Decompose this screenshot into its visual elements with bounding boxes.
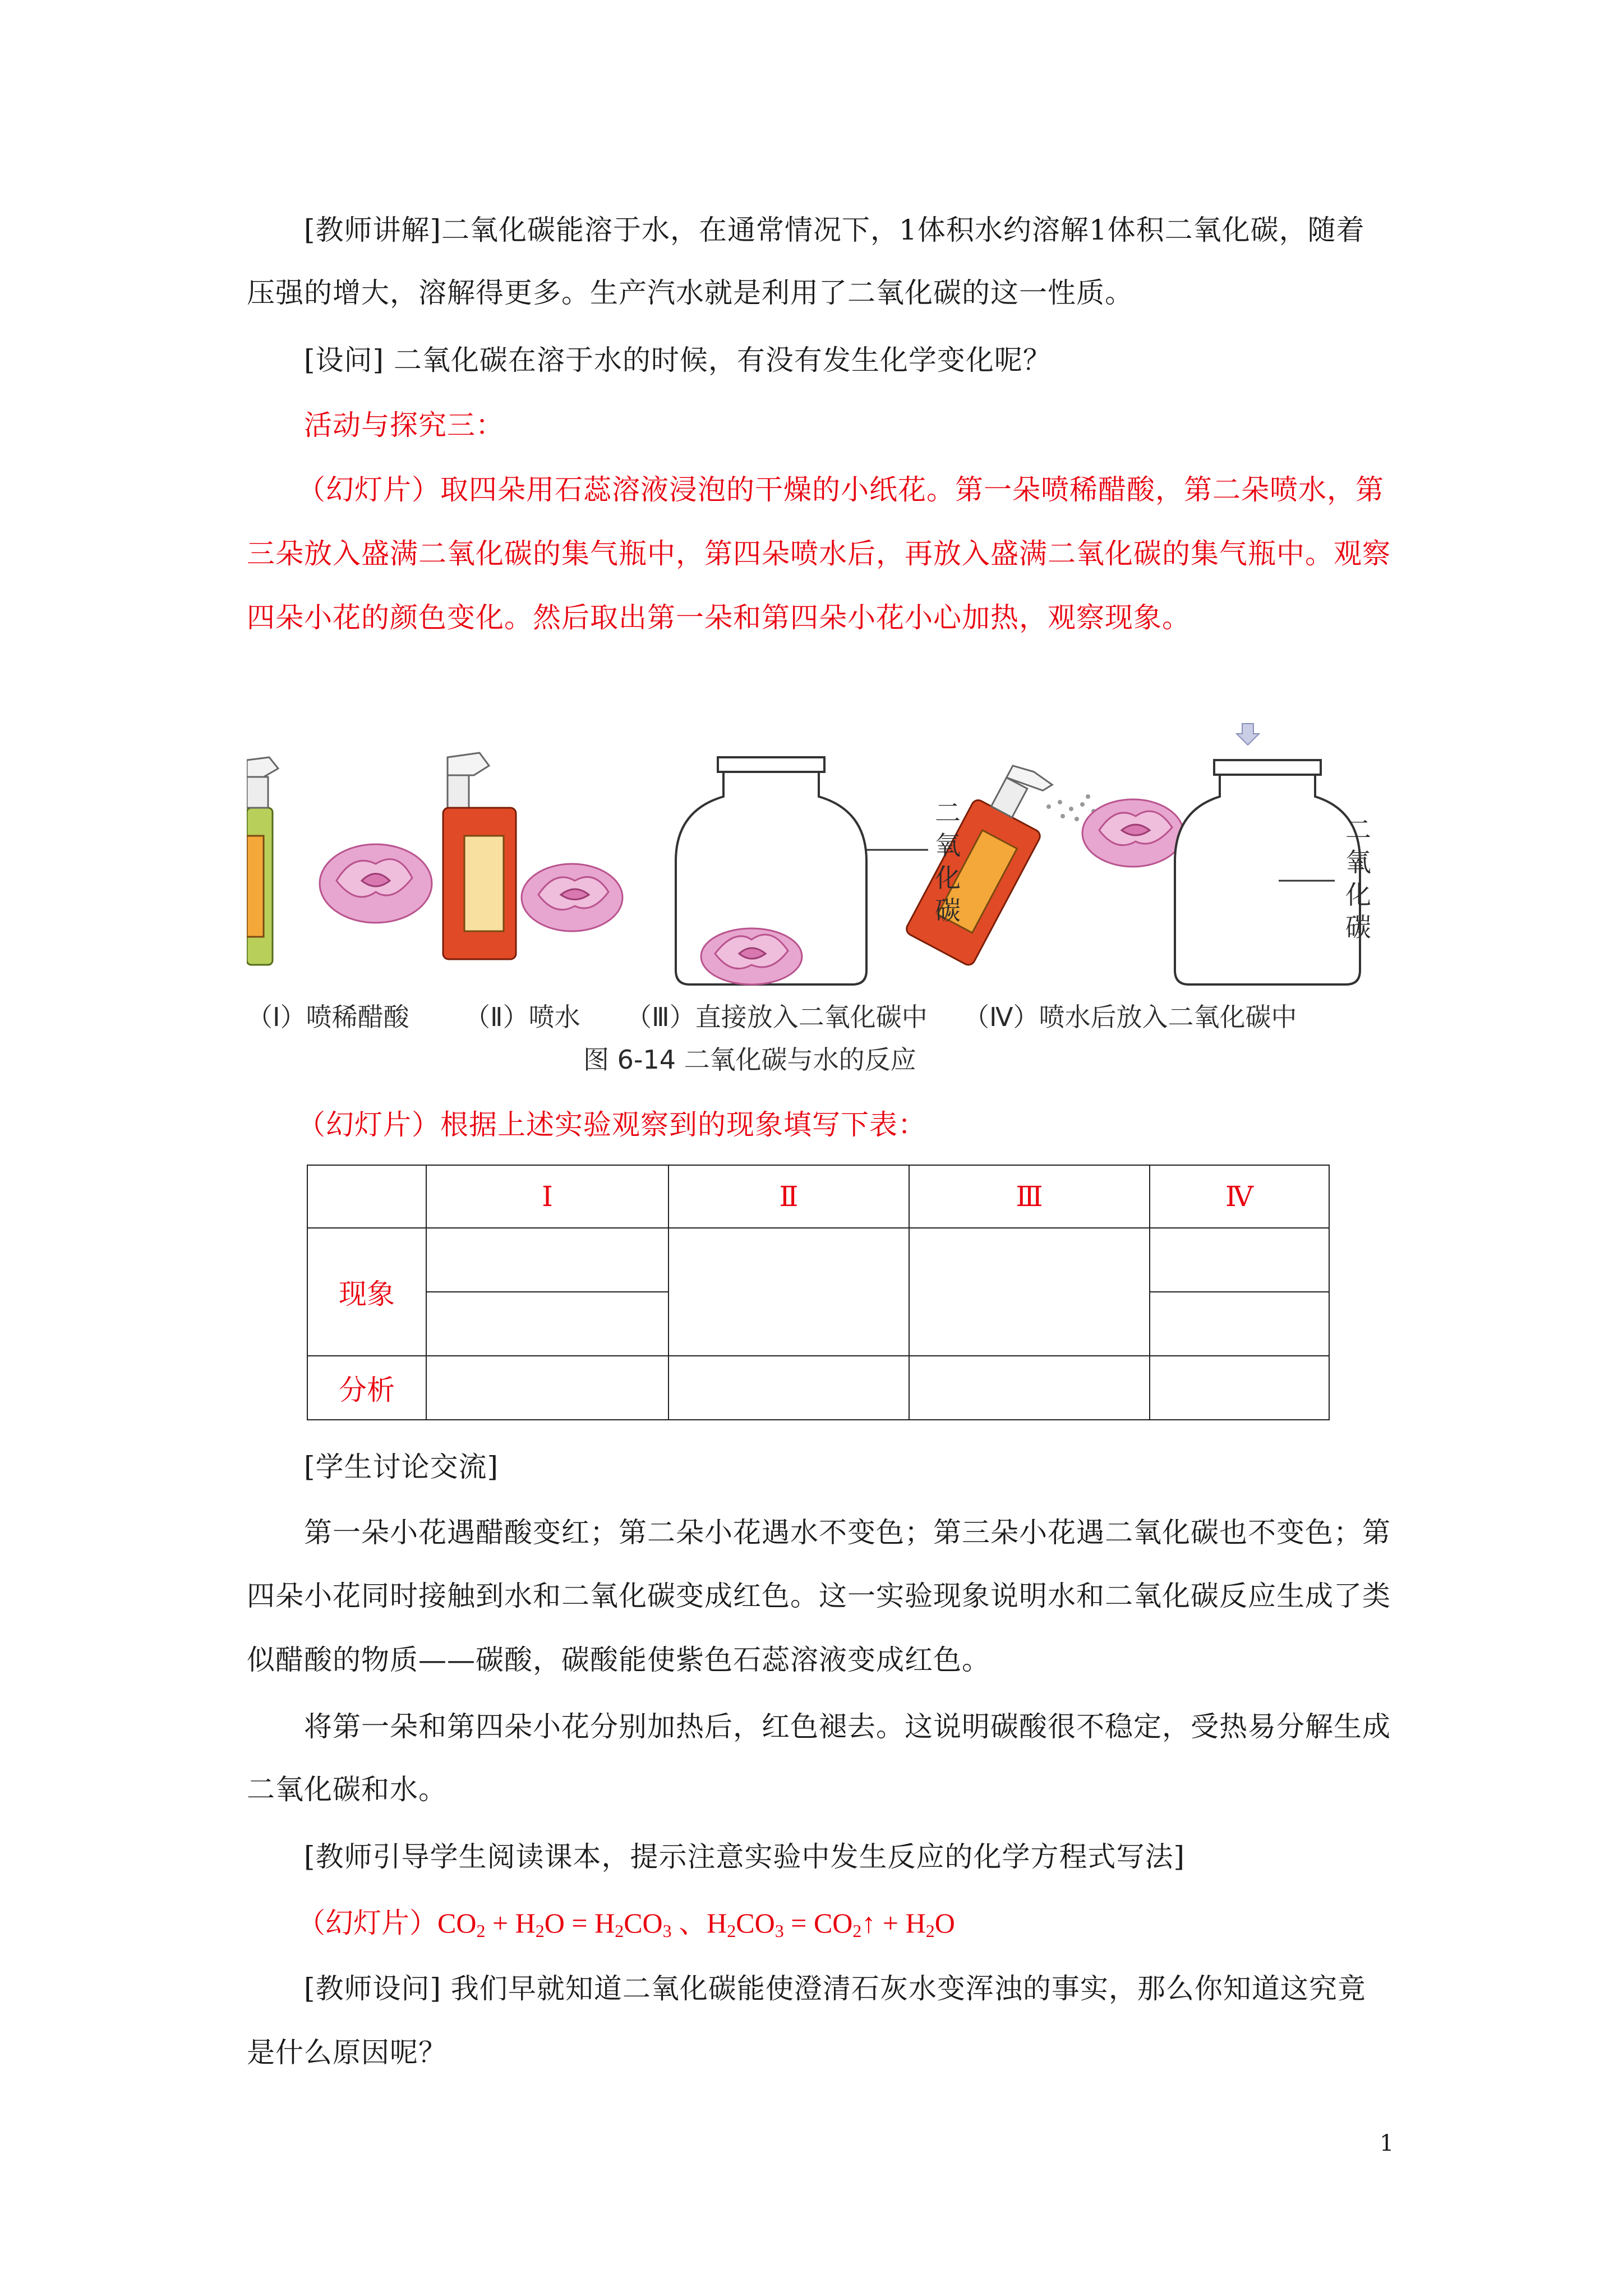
figure-title: 图 6-14 二氧化碳与水的反应	[583, 1045, 916, 1075]
eq-term: CO	[736, 1907, 775, 1939]
eq-subscript: 3	[774, 1921, 784, 1941]
eq-prefix: （幻灯片）	[297, 1907, 437, 1939]
table-row	[307, 1356, 1329, 1420]
eq-op: =	[564, 1907, 595, 1939]
teacher-guide-paragraph: [教师引导学生阅读课本，提示注意实验中发生反应的化学方程式写法]	[304, 1841, 1186, 1873]
paragraph-teacher-lecture-line1: [教师讲解]二氧化碳能溶于水，在通常情况下，1体积水约溶解1体积二氧化碳，随着	[304, 214, 1365, 246]
jar-label-co2-right: 二氧化碳	[1345, 815, 1371, 942]
table-header-row	[307, 1165, 1329, 1228]
table-header-cell: Ⅰ	[426, 1165, 668, 1228]
eq-subscript: 2	[615, 1921, 624, 1941]
flower-icon	[522, 864, 623, 931]
eq-term: H	[515, 1907, 536, 1939]
eq-separator: 、	[671, 1907, 707, 1939]
table-header-cell: Ⅳ	[1150, 1165, 1329, 1228]
paragraph-question: [设问] 二氧化碳在溶于水的时候，有没有发生化学变化呢？	[304, 344, 1052, 376]
jar-label-co2-left: 二氧化碳	[935, 798, 961, 926]
eq-term: CO	[437, 1907, 477, 1939]
table-cell	[426, 1292, 668, 1356]
eq-term: H	[707, 1907, 727, 1939]
flower-icon	[320, 844, 432, 923]
table-cell	[668, 1356, 909, 1420]
discussion-text-line2: 四朵小花同时接触到水和二氧化碳变成红色。这一实验现象说明水和二氧化碳反应生成了类	[247, 1580, 1391, 1612]
eq-term: H	[905, 1907, 926, 1939]
caption-step-3: （Ⅲ）直接放入二氧化碳中	[626, 1002, 928, 1032]
spray-bottle-acetic-acid	[247, 757, 278, 965]
caption-step-4: （Ⅳ）喷水后放入二氧化碳中	[963, 1002, 1297, 1032]
gas-jar-co2-after-water	[1175, 724, 1360, 984]
slide-instructions-line3: 四朵小花的颜色变化。然后取出第一朵和第四朵小花小心加热，观察现象。	[247, 601, 1191, 634]
discussion-text-line1: 第一朵小花遇醋酸变红；第二朵小花遇水不变色；第三朵小花遇二氧化碳也不变色；第	[304, 1516, 1391, 1549]
eq-term: CO	[624, 1907, 663, 1939]
eq-term: H	[594, 1907, 615, 1939]
spray-bottle-water	[443, 753, 516, 959]
heating-result-line2: 二氧化碳和水。	[247, 1773, 447, 1806]
eq-op: =	[783, 1907, 814, 1939]
slide-instructions-line1: （幻灯片）取四朵用石蕊溶液浸泡的干燥的小纸花。第一朵喷稀醋酸，第二朵喷水，第	[297, 473, 1384, 506]
eq-subscript: 2	[476, 1921, 486, 1941]
flower-icon	[1082, 799, 1183, 867]
flower-icon	[701, 928, 802, 984]
experiment-figure	[247, 712, 1374, 1075]
eq-subscript: 2	[852, 1921, 862, 1941]
slide-table-instruction: （幻灯片）根据上述实验观察到的现象填写下表：	[297, 1108, 926, 1141]
eq-term: CO	[813, 1907, 853, 1939]
student-discussion-heading: [学生讨论交流]	[304, 1451, 499, 1483]
teacher-question-line1: [教师设问] 我们早就知道二氧化碳能使澄清石灰水变浑浊的事实，那么你知道这究竟	[304, 1972, 1366, 2005]
slide-instructions-line2: 三朵放入盛满二氧化碳的集气瓶中，第四朵喷水后，再放入盛满二氧化碳的集气瓶中。观察	[247, 537, 1391, 570]
table-row	[307, 1228, 1329, 1292]
table-cell	[1150, 1228, 1329, 1292]
caption-step-2: （Ⅱ）喷水	[464, 1002, 580, 1032]
table-cell	[668, 1228, 909, 1356]
table-cell	[426, 1356, 668, 1420]
table-cell	[909, 1356, 1150, 1420]
eq-term: O	[544, 1907, 565, 1939]
gas-arrow-icon: ↑	[861, 1907, 876, 1939]
table-header-cell: Ⅲ	[909, 1165, 1150, 1228]
teacher-question-line2: 是什么原因呢？	[247, 2036, 447, 2069]
activity-heading: 活动与探究三：	[304, 409, 504, 441]
table-cell	[1150, 1356, 1329, 1420]
observation-table	[307, 1165, 1330, 1420]
table-cell	[909, 1228, 1150, 1356]
eq-subscript: 2	[535, 1921, 545, 1941]
eq-term: O	[934, 1907, 955, 1939]
eq-subscript: 2	[925, 1921, 935, 1941]
table-header-cell: Ⅱ	[668, 1165, 909, 1228]
row-label-analysis: 分析	[307, 1356, 426, 1420]
table-cell	[1150, 1292, 1329, 1356]
row-label-phenomenon: 现象	[307, 1228, 426, 1356]
discussion-text-line3: 似醋酸的物质——碳酸，碳酸能使紫色石蕊溶液变成红色。	[247, 1644, 990, 1676]
heating-result-line1: 将第一朵和第四朵小花分别加热后，红色褪去。这说明碳酸很不稳定，受热易分解生成	[304, 1710, 1391, 1743]
paragraph-teacher-lecture-line2: 压强的增大，溶解得更多。生产汽水就是利用了二氧化碳的这一性质。	[247, 277, 1133, 309]
eq-subscript: 2	[727, 1921, 736, 1941]
table-cell	[426, 1228, 668, 1292]
eq-op: +	[875, 1907, 906, 1939]
eq-subscript: 3	[662, 1921, 672, 1941]
table-corner-cell	[307, 1165, 426, 1228]
page-number: 1	[1380, 2131, 1394, 2156]
chemical-equation-slide	[297, 1907, 955, 1941]
eq-op: +	[485, 1907, 515, 1939]
caption-step-1: （Ⅰ）喷稀醋酸	[247, 1002, 409, 1032]
spray-bottle-tilted	[904, 753, 1066, 967]
